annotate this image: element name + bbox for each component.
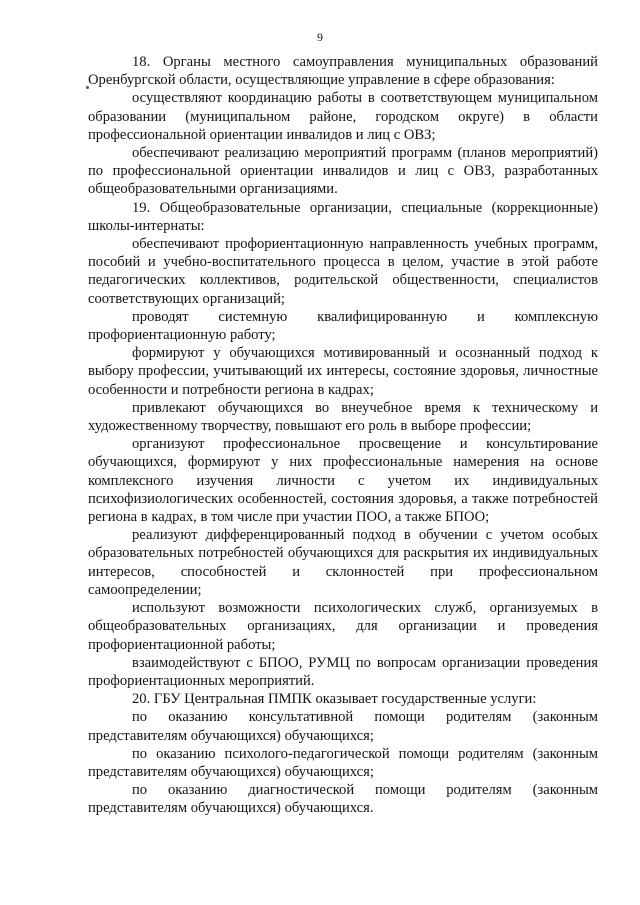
- paragraph: по оказанию психолого-педагогической помощи родителям (законным представителям обучающихся) обучающихся;: [88, 745, 598, 780]
- paragraph: обеспечивают реализацию мероприятий программ (планов мероприятий) по профессиональной ориентации инвалидов и лиц с ОВЗ, разработанных общеобразовательными организациями.: [88, 145, 598, 198]
- paragraph: проводят системную квалифицированную и комплексную профориентационную работу;: [88, 308, 598, 344]
- document-body: [88, 53, 598, 818]
- paragraph: формируют у обучающихся мотивированный и осознанный подход к выбору профессии, учитывающий их интересы, состояние здоровья, личностные особенности и потребности региона в кадрах;: [88, 345, 598, 398]
- paragraph: привлекают обучающихся во внеучебное время к техническому и художественному творчеству, повышают его роль в выборе профессии;: [88, 399, 598, 435]
- paragraph: обеспечивают профориентационную направленность учебных программ, пособий и учебно-воспитательного процесса в целом, участие в этой работе педагогических коллективов, родительской общественности, специалистов соответствующих организаций;: [88, 236, 598, 307]
- paragraph-20: 20. ГБУ Центральная ПМПК оказывает государственные услуги:: [132, 691, 537, 708]
- paragraph-19: 19. Общеобразовательные организации, специальные (коррекционные) школы-интернаты:: [88, 199, 598, 234]
- paragraph: осуществляют координацию работы в соответствующем муниципальном образовании (муниципальном районе, городском округе) в области профессиональной ориентации инвалидов и лиц с ОВЗ;: [88, 90, 598, 143]
- paragraph: организуют профессиональное просвещение и консультирование обучающихся, формируют у них профессиональные намерения на основе комплексного изучения личности с учетом их индивидуальных психофизиологических особенностей, состояния здоровья, а также потребностей региона в кадрах, в том числе при участии ПОО, а также БПОО;: [88, 436, 598, 526]
- page-number: 9: [317, 30, 323, 44]
- paragraph: взаимодействуют с БПОО, РУМЦ по вопросам организации проведения профориентационных мероприятий.: [88, 654, 598, 689]
- paragraph: по оказанию консультативной помощи родителям (законным представителям обучающихся) обучающихся;: [88, 709, 598, 744]
- paragraph: используют возможности психологических служб, организуемых в общеобразовательных организациях, для организации и проведения профориентационной работы;: [88, 600, 598, 653]
- paragraph: реализуют дифференцированный подход в обучении с учетом особых образовательных потребностей обучающихся для раскрытия их индивидуальных интересов, способностей и склонностей при профессиональном самоопределении;: [88, 527, 598, 598]
- paragraph-18: 18. Органы местного самоуправления муниципальных образований Оренбургской области, осуществляющие управление в сфере образования:: [88, 54, 598, 89]
- paragraph: по оказанию диагностической помощи родителям (законным представителям обучающихся) обучающихся.: [88, 782, 598, 817]
